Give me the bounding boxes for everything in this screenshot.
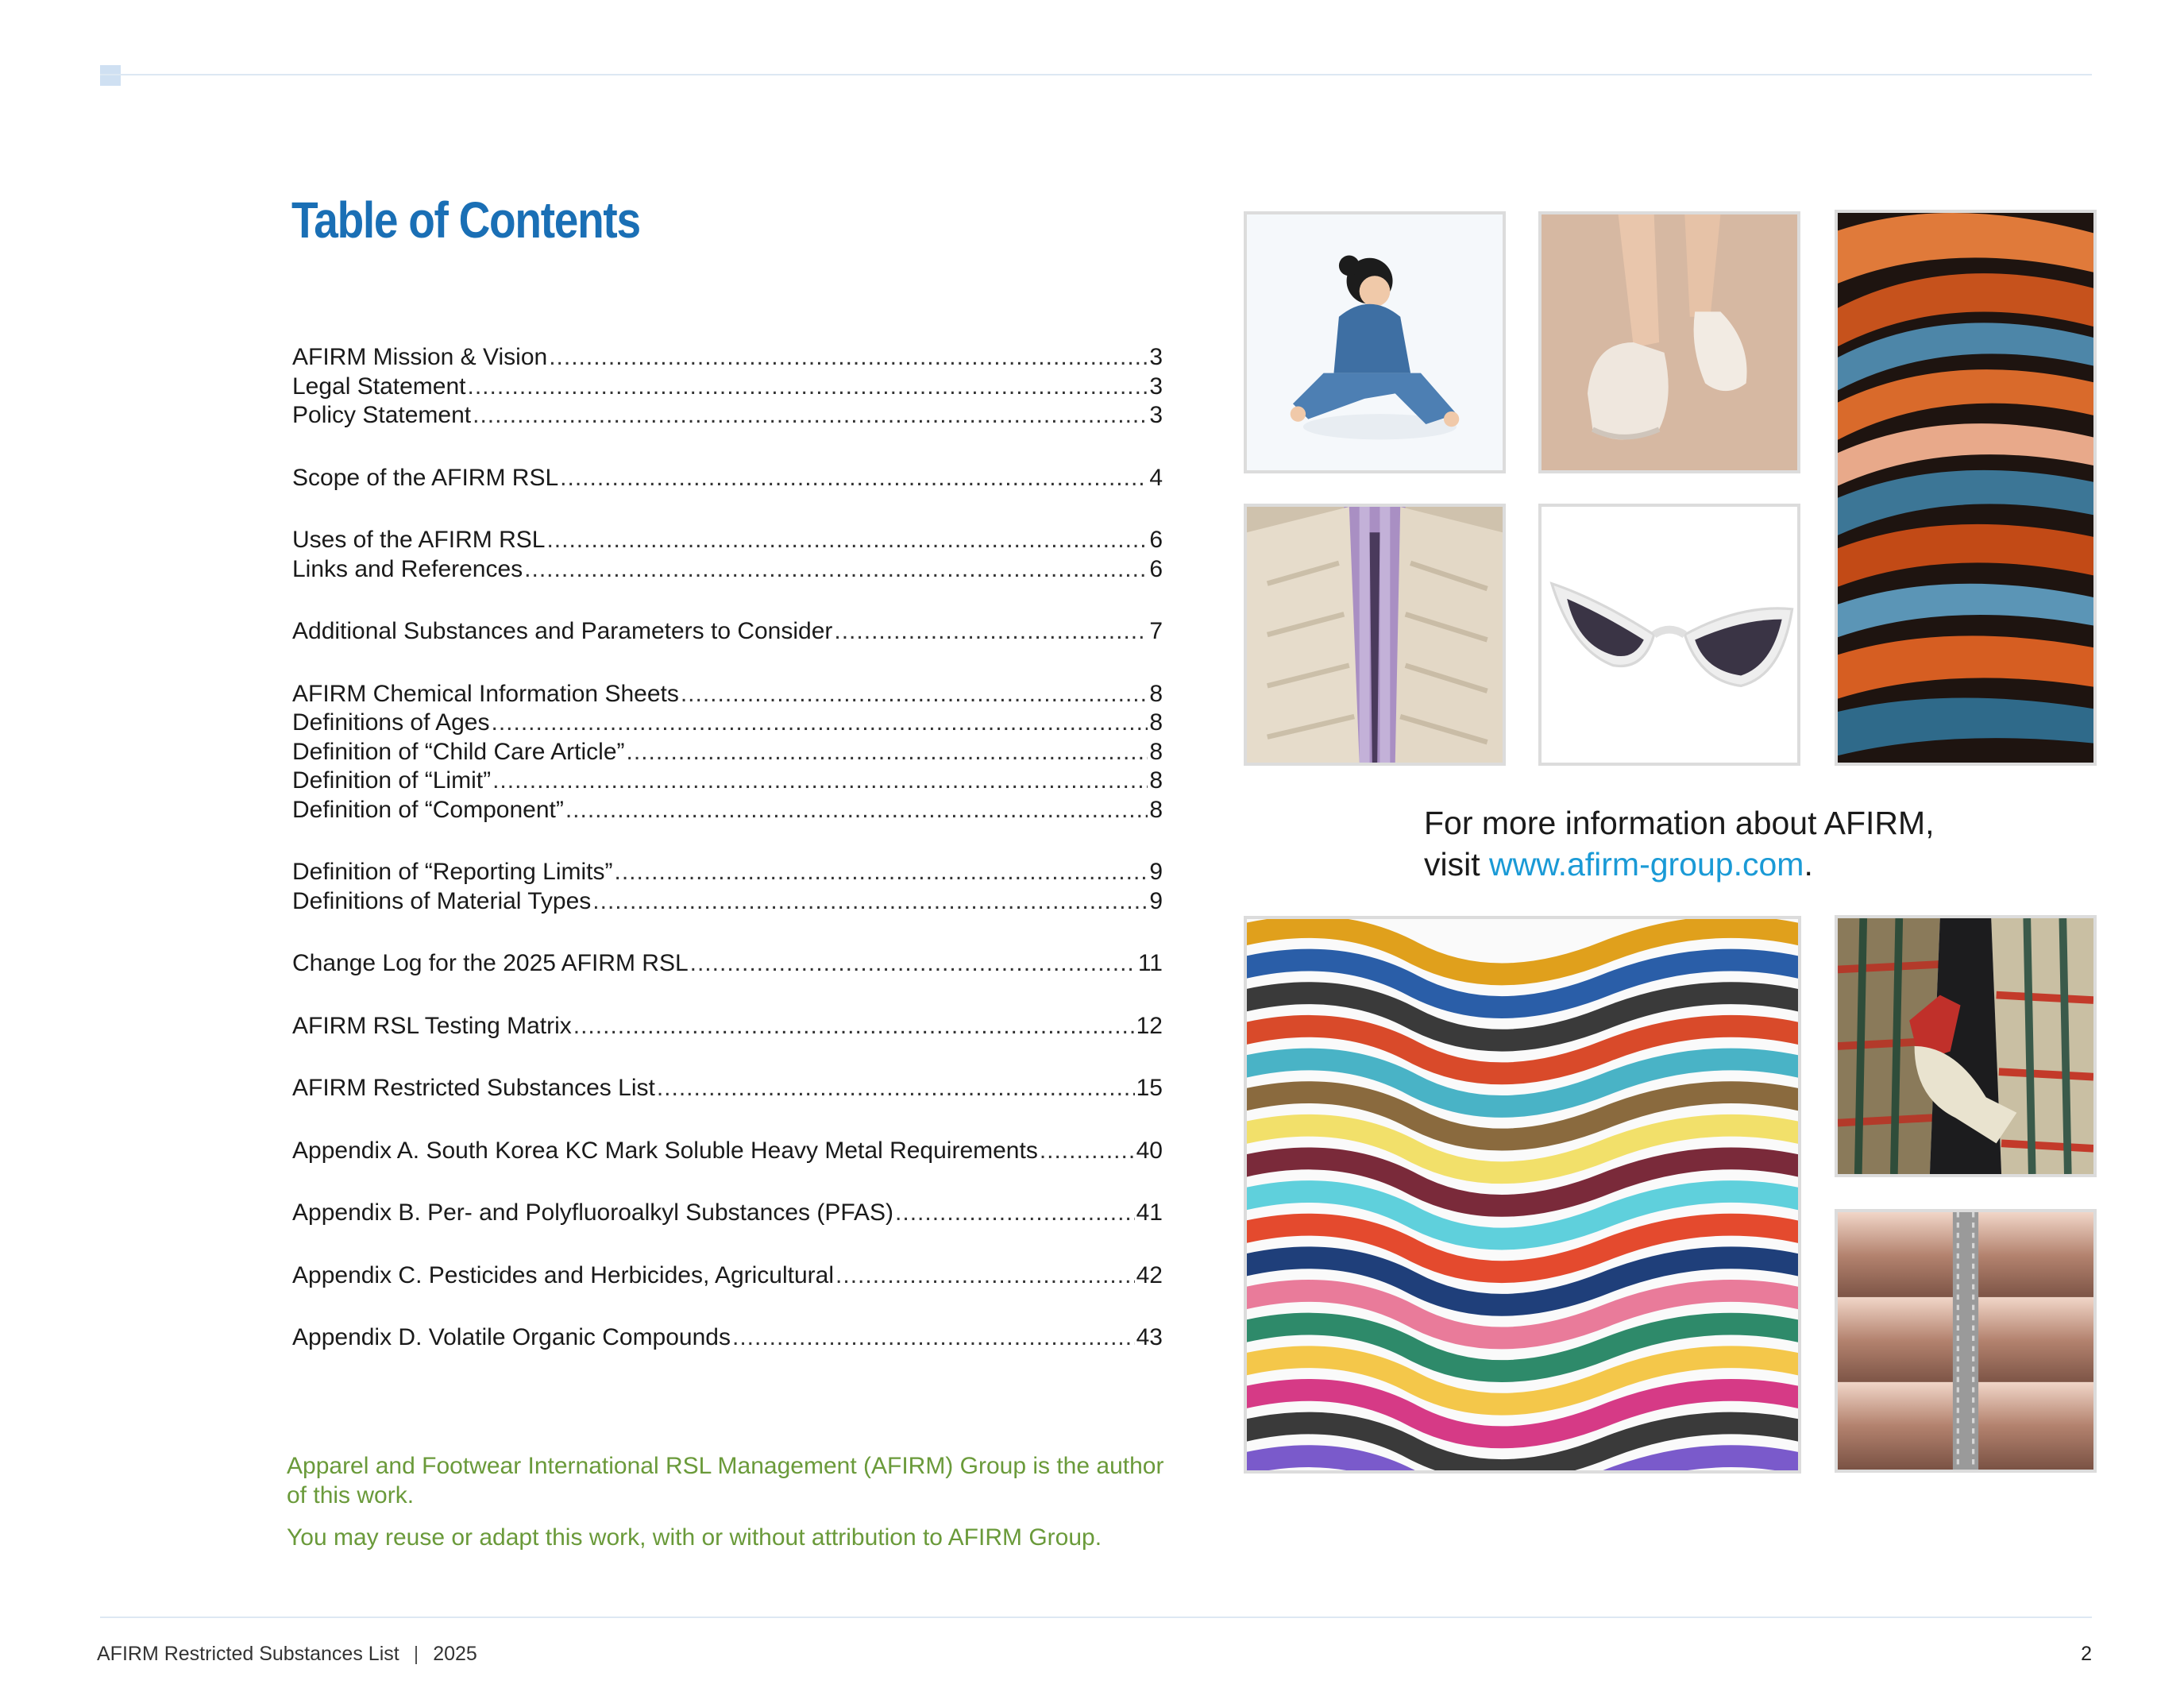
toc-entry-page: 41: [1136, 1199, 1163, 1226]
toc-entry[interactable]: [292, 1074, 1163, 1103]
toc-group: [292, 1199, 1163, 1228]
toc-entry-label: AFIRM Chemical Information Sheets: [292, 680, 679, 707]
toc-entry-page: 9: [1149, 859, 1163, 885]
toc-entry-page: 8: [1149, 738, 1163, 765]
toc-entry[interactable]: [292, 680, 1163, 709]
toc-entry-label: Policy Statement: [292, 402, 472, 428]
toc-dot-leader: [565, 796, 1148, 825]
photo-puffer-jacket-zipper: [1835, 1209, 2097, 1473]
toc-dot-leader: [835, 1261, 1135, 1291]
toc-group: [292, 1012, 1163, 1041]
toc-dot-leader: [549, 343, 1148, 373]
toc-entry-label: Legal Statement: [292, 373, 466, 400]
toc-entry[interactable]: [292, 949, 1163, 979]
toc-entry-page: 3: [1149, 402, 1163, 428]
toc-entry[interactable]: [292, 1137, 1163, 1166]
header-rule: [100, 74, 2092, 75]
toc-dot-leader: [615, 858, 1148, 887]
toc-entry-page: 43: [1136, 1324, 1163, 1350]
toc-entry[interactable]: [292, 887, 1163, 917]
toc-dot-leader: [524, 555, 1148, 585]
toc-dot-leader: [690, 949, 1136, 979]
toc-entry-label: Links and References: [292, 555, 523, 582]
toc-group: [292, 464, 1163, 493]
toc-dot-leader: [573, 1012, 1135, 1041]
toc-dot-leader: [1040, 1137, 1135, 1166]
toc-group: [292, 1074, 1163, 1103]
toc-entry-page: 42: [1136, 1261, 1163, 1288]
toc-entry[interactable]: [292, 617, 1163, 647]
toc-entry-page: 11: [1137, 950, 1163, 976]
toc-group: [292, 680, 1163, 825]
toc-entry-page: 8: [1149, 796, 1163, 823]
header-accent-square: [100, 65, 121, 86]
footer-rule: [100, 1617, 2092, 1618]
more-info-line: For more information about AFIRM,: [1424, 805, 1935, 841]
toc-entry[interactable]: [292, 526, 1163, 555]
toc-entry-label: Appendix D. Volatile Organic Compounds: [292, 1324, 731, 1350]
page-title: Table of Contents: [291, 191, 640, 249]
toc-dot-leader: [895, 1199, 1135, 1228]
toc-dot-leader: [592, 887, 1148, 917]
toc-list: [292, 343, 1163, 1386]
photo-child-sitting: [1244, 211, 1506, 473]
toc-entry-label: Definition of “Child Care Article”: [292, 738, 625, 765]
toc-entry[interactable]: [292, 858, 1163, 887]
toc-group: [292, 949, 1163, 979]
toc-entry-label: Definitions of Ages: [292, 709, 490, 736]
toc-dot-leader: [834, 617, 1148, 647]
toc-entry-page: 7: [1149, 618, 1163, 644]
toc-entry-page: 40: [1136, 1137, 1163, 1164]
toc-dot-leader: [467, 373, 1148, 402]
toc-entry-page: 8: [1149, 767, 1163, 794]
authorship-statement: Apparel and Footwear International RSL Management (AFIRM) Group is the author of this work.: [287, 1453, 1164, 1508]
toc-entry[interactable]: [292, 1261, 1163, 1291]
toc-entry[interactable]: [292, 1199, 1163, 1228]
toc-dot-leader: [681, 680, 1148, 709]
toc-dot-leader: [492, 767, 1148, 796]
toc-entry-label: AFIRM Mission & Vision: [292, 344, 548, 370]
photo-knit-sweater: [1835, 210, 2097, 766]
toc-dot-leader: [560, 464, 1148, 493]
toc-entry[interactable]: [292, 767, 1163, 796]
toc-entry-page: 6: [1149, 527, 1163, 553]
toc-group: [292, 526, 1163, 584]
toc-entry-page: 3: [1149, 373, 1163, 400]
toc-group: [292, 1323, 1163, 1353]
toc-dot-leader: [473, 401, 1148, 431]
toc-entry-page: 12: [1136, 1012, 1163, 1039]
toc-entry-label: Scope of the AFIRM RSL: [292, 464, 559, 491]
toc-dot-leader: [657, 1074, 1135, 1103]
photo-white-sneakers: [1538, 211, 1800, 473]
toc-group: [292, 1261, 1163, 1291]
toc-entry-label: Appendix A. South Korea KC Mark Soluble Heavy Metal Requirements: [292, 1137, 1038, 1164]
toc-entry-label: Appendix C. Pesticides and Herbicides, Agricultural: [292, 1261, 835, 1288]
toc-entry[interactable]: [292, 709, 1163, 738]
toc-entry-label: AFIRM RSL Testing Matrix: [292, 1012, 572, 1039]
toc-dot-leader: [627, 738, 1148, 767]
toc-entry-page: 3: [1149, 344, 1163, 370]
photo-quilted-vest: [1244, 504, 1506, 766]
toc-dot-leader: [546, 526, 1148, 555]
toc-entry[interactable]: [292, 738, 1163, 767]
toc-entry-label: Change Log for the 2025 AFIRM RSL: [292, 950, 689, 976]
footer-document-info: [97, 1643, 477, 1666]
visit-text: visit: [1424, 846, 1489, 883]
toc-entry-page: 6: [1149, 555, 1163, 582]
toc-entry[interactable]: [292, 555, 1163, 585]
toc-entry-page: 8: [1149, 680, 1163, 707]
toc-entry-label: Uses of the AFIRM RSL: [292, 527, 546, 553]
toc-entry[interactable]: [292, 464, 1163, 493]
footer-year: 2025: [433, 1643, 477, 1665]
photo-plaid-coat-phone: [1835, 915, 2097, 1177]
toc-entry-label: Definition of “Component”: [292, 796, 564, 823]
toc-dot-leader: [732, 1323, 1135, 1353]
toc-entry[interactable]: [292, 1012, 1163, 1041]
toc-entry-label: Definition of “Limit”: [292, 767, 492, 794]
more-info-block: [1424, 802, 2075, 885]
toc-group: [292, 343, 1163, 431]
more-info-visit-line: [1424, 844, 2075, 885]
toc-entry-label: Definitions of Material Types: [292, 887, 592, 914]
reuse-statement: You may reuse or adapt this work, with or without attribution to AFIRM Group.: [287, 1524, 1102, 1551]
toc-entry-page: 8: [1149, 709, 1163, 736]
toc-entry-page: 15: [1136, 1075, 1163, 1101]
photo-embroidered-waves: [1244, 916, 1801, 1474]
toc-entry[interactable]: [292, 373, 1163, 402]
toc-entry[interactable]: [292, 1323, 1163, 1353]
toc-entry-label: Additional Substances and Parameters to Consider: [292, 618, 833, 644]
toc-entry-page: 4: [1149, 464, 1163, 491]
toc-entry-label: Definition of “Reporting Limits”: [292, 859, 613, 885]
toc-entry[interactable]: [292, 796, 1163, 825]
toc-entry[interactable]: [292, 343, 1163, 373]
toc-entry-label: Appendix B. Per- and Polyfluoroalkyl Substances (PFAS): [292, 1199, 894, 1226]
toc-entry[interactable]: [292, 401, 1163, 431]
photo-white-sunglasses: [1538, 504, 1800, 766]
page-number: 2: [2081, 1643, 2092, 1665]
footer-doc-title: AFIRM Restricted Substances List: [97, 1643, 399, 1665]
footer-separator: |: [413, 1643, 419, 1665]
toc-group: [292, 858, 1163, 916]
toc-entry-label: AFIRM Restricted Substances List: [292, 1075, 655, 1101]
toc-dot-leader: [491, 709, 1148, 738]
period: .: [1804, 846, 1813, 883]
toc-group: [292, 1137, 1163, 1166]
toc-group: [292, 617, 1163, 647]
afirm-website-link[interactable]: www.afirm-group.com: [1489, 846, 1804, 883]
toc-entry-page: 9: [1149, 887, 1163, 914]
